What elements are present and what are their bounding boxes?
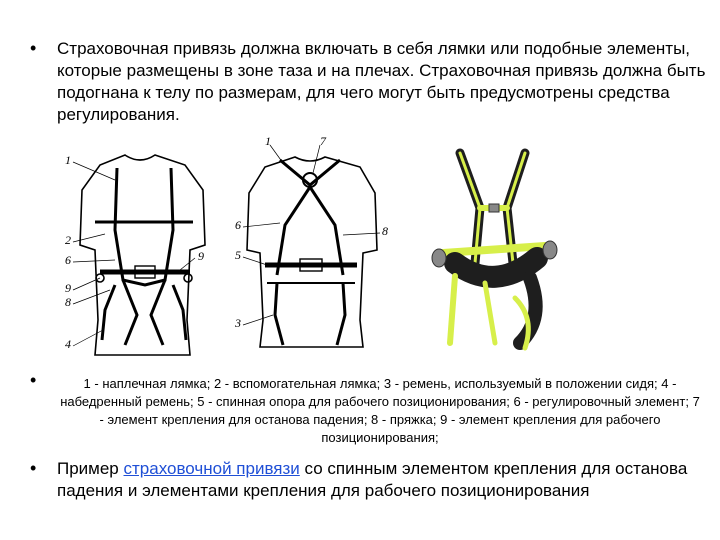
bullet-marker: • (30, 370, 37, 390)
bullet-marker: • (30, 458, 37, 478)
back-label-7: 7 (320, 135, 326, 148)
harness-front-diagram (55, 150, 230, 360)
back-label-8: 8 (382, 224, 388, 238)
bullet-marker: • (30, 38, 37, 58)
back-label-3: 3 (235, 316, 241, 330)
front-label-9: 9 (65, 281, 71, 295)
example-paragraph (57, 458, 707, 502)
front-label-8: 8 (65, 295, 71, 309)
back-label-6: 6 (235, 218, 241, 232)
front-label-9b: 9 (198, 249, 204, 263)
front-label-2: 2 (65, 233, 71, 247)
example-text-before: Пример (57, 459, 124, 478)
diagram-legend-caption: 1 - наплечная лямка; 2 - вспомогательная лямка; 3 - ремень, используемый в положении сидя; 4 - набедренный ремень; 5 - спинная опора для рабочего позиционирования; 6 - регулировочный элемент; 7 - элемент крепления для останова падения; 8 - пряжка; 9 - элемент крепления для рабочего позиционирования; (60, 376, 700, 445)
harness-link[interactable]: страховочной привязи (123, 459, 300, 478)
caption-top-mask (60, 362, 700, 376)
back-label-1: 1 (265, 135, 271, 148)
harness-back-diagram (225, 135, 400, 350)
harness-photo (425, 148, 565, 360)
example-text-after: со спинным элементом крепления для останова падения и элементами крепления для рабочего позиционирования (57, 459, 688, 500)
back-label-5: 5 (235, 248, 241, 262)
front-label-4: 4 (65, 337, 71, 351)
intro-paragraph: Страховочная привязь должна включать в себя лямки или подобные элементы, которые размещены в зоне таза и на плечах. Страховочная привязь должна быть подогнана к телу по размерам, для чего могут быть предусмотрены средства регулирования. (57, 39, 706, 124)
front-label-1: 1 (65, 153, 71, 167)
front-label-6: 6 (65, 253, 71, 267)
